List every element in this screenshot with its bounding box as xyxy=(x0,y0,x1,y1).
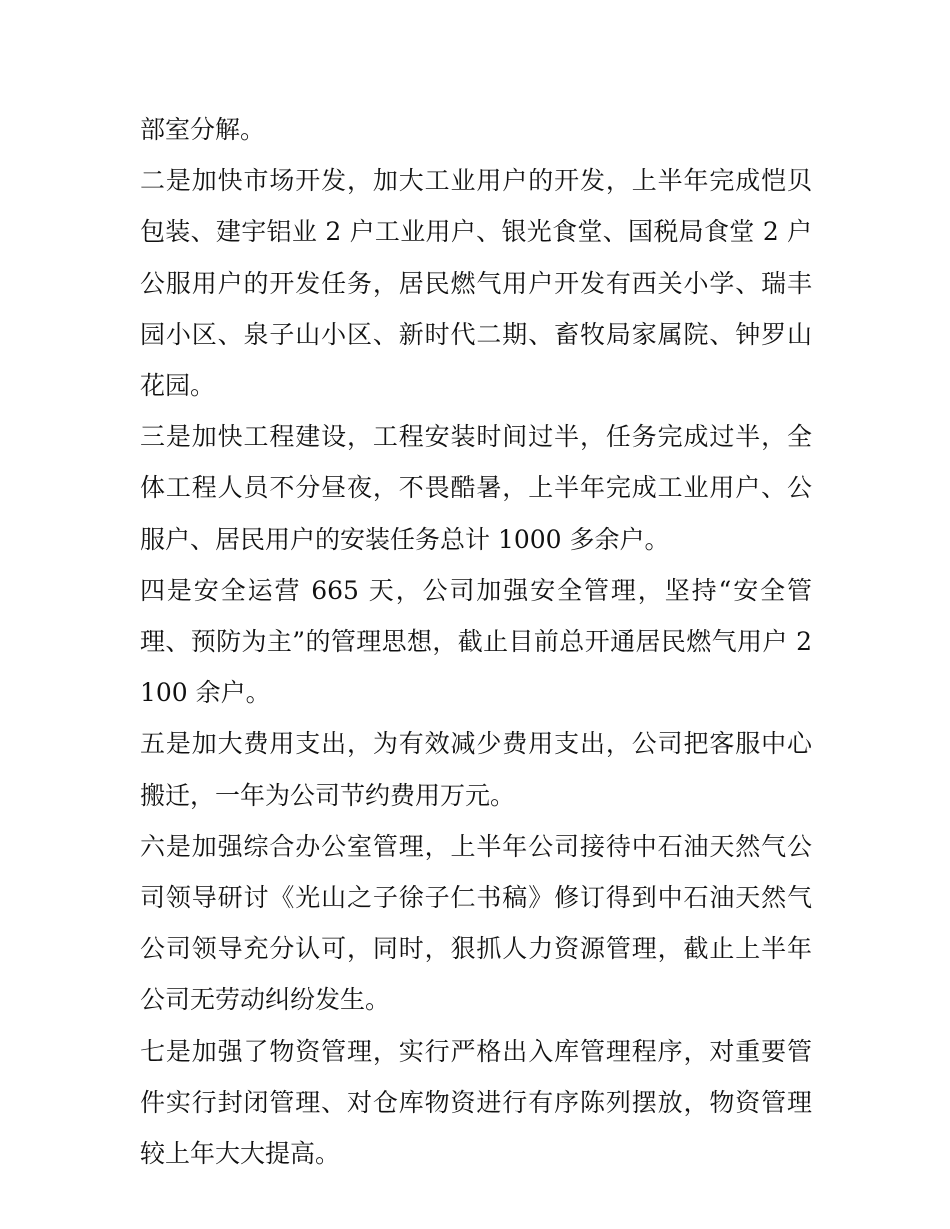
paragraph-expenses: 五是加大费用支出，为有效减少费用支出，公司把客服中心搬迁，一年为公司节约费用万元。 xyxy=(140,729,812,810)
paragraph-market-development: 二是加快市场开发，加大工业用户的开发，上半年完成恺贝包装、建宇铝业 2 户工业用户、银光食堂、国税局食堂 2 户公服用户的开发任务，居民燃气用户开发有西关小学、瑞丰园小区、泉子山小区、新时代二期、畜牧局家属院、钟罗山花园。 xyxy=(140,166,812,401)
paragraph-office-management: 六是加强综合办公室管理，上半年公司接待中石油天然气公司领导研讨《光山之子徐子仁书稿》修订得到中石油天然气公司领导充分认可，同时，狠抓人力资源管理，截止上半年公司无劳动纠纷发生。 xyxy=(140,831,812,1015)
document-page xyxy=(140,104,812,1179)
paragraph-safety: 四是安全运营 665 天，公司加强安全管理，坚持“安全管理、预防为主”的管理思想，截止目前总开通居民燃气用户 2100 余户。 xyxy=(140,575,812,708)
paragraph-engineering: 三是加快工程建设，工程安装时间过半，任务完成过半，全体工程人员不分昼夜，不畏酷暑，上半年完成工业用户、公服户、居民用户的安装任务总计 1000 多余户。 xyxy=(140,422,812,554)
paragraph-continuation: 部室分解。 xyxy=(140,115,266,144)
paragraph-materials: 七是加强了物资管理，实行严格出入库管理程序，对重要管件实行封闭管理、对仓库物资进行有序陈列摆放，物资管理较上年大大提高。 xyxy=(140,1036,812,1169)
